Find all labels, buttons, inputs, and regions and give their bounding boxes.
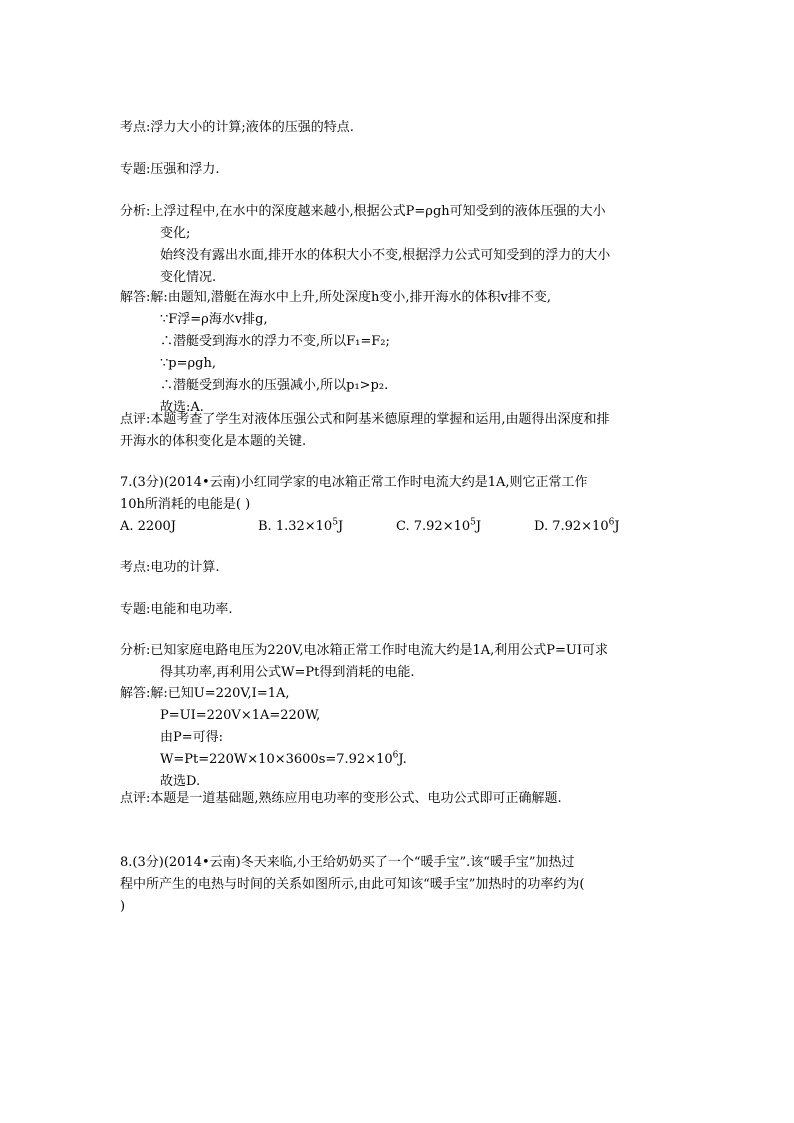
q7-option-c-base: C. 7.92×10: [396, 519, 471, 534]
dianping-section-2: [120, 788, 680, 810]
q8-stem-line-3: ): [120, 899, 126, 914]
kaodian-text: 浮力大小的计算;液体的压强的特点.: [150, 120, 354, 135]
question-7-stem: [120, 472, 680, 516]
q7-option-b-base: B. 1.32×10: [258, 519, 333, 534]
dianping-label: 点评:: [120, 412, 151, 427]
jieda-line-4-unit: J.: [398, 752, 407, 767]
zhuanti-label: 专题:: [120, 602, 151, 617]
q7-option-d-base: D. 7.92×10: [534, 519, 609, 534]
jieda-label: 解答:: [120, 686, 151, 701]
fenxi-line-1: 已知家庭电路电压为220V,电冰箱正常工作时电流大约是1A,利用公式P=UI可求: [150, 643, 608, 658]
q7-option-b-unit: J: [337, 519, 344, 534]
question-8-stem: [120, 852, 680, 918]
jieda-line-6: 故选:A.: [160, 400, 204, 415]
jieda-line-2: ∵F浮=ρ海水v排g,: [160, 312, 268, 327]
fenxi-line-2: 得其功率,再利用公式W=Pt得到消耗的电能.: [160, 665, 415, 680]
q7-option-c-unit: J: [475, 519, 482, 534]
fenxi-section-2: [120, 640, 680, 684]
zhuanti-label: 专题:: [120, 162, 151, 177]
kaodian-text: 电功的计算.: [150, 560, 220, 575]
kaodian-section-1: [120, 117, 680, 139]
dianping-line-1: 本题考查了学生对液体压强公式和阿基米德原理的掌握和运用,由题得出深度和排: [150, 412, 610, 427]
jieda-section-2: [120, 683, 680, 793]
dianping-line-2: 开海水的体积变化是本题的关键.: [120, 434, 307, 449]
fenxi-line-2: 变化;: [160, 226, 191, 241]
jieda-line-4-base: W=Pt=220W×10×3600s=7.92×10: [160, 752, 393, 767]
fenxi-line-4: 变化情况.: [160, 270, 217, 285]
q7-option-d-unit: J: [614, 519, 620, 534]
kaodian-label: 考点:: [120, 120, 151, 135]
dianping-label: 点评:: [120, 791, 151, 806]
q7-option-d-exponent: 6: [608, 517, 615, 528]
jieda-line-3: ∴潜艇受到海水的浮力不变,所以F₁=F₂;: [160, 334, 390, 349]
q7-option-c: [396, 516, 481, 538]
jieda-line-3: 由P=可得:: [160, 730, 224, 745]
jieda-line-5: 故选D.: [160, 774, 201, 789]
zhuanti-section-2: [120, 599, 680, 621]
jieda-line-1: 解:由题知,潜艇在海水中上升,所处深度h变小,排开海水的体积v排不变,: [150, 290, 552, 305]
jieda-line-4-exponent: 6: [392, 750, 399, 761]
q7-option-b-exponent: 5: [332, 517, 338, 528]
fenxi-line-1: 上浮过程中,在水中的深度越来越小,根据公式P=ρgh可知受到的液体压强的大小: [150, 204, 606, 219]
fenxi-label: 分析:: [120, 204, 151, 219]
q7-stem-line-1: 7.(3分)(2014•云南)小红同学家的电冰箱正常工作时电流大约是1A,则它正常工作: [120, 475, 588, 490]
jieda-line-4: [120, 749, 680, 771]
fenxi-line-3: 始终没有露出水面,排开水的体积大小不变,根据浮力公式可知受到的浮力的大小: [160, 248, 611, 263]
q7-option-b: [258, 516, 343, 538]
q7-option-d: [534, 516, 620, 538]
kaodian-section-2: [120, 557, 680, 579]
q8-stem-line-1: 8.(3分)(2014•云南)冬天来临,小王给奶奶买了一个“暖手宝”.该“暖手宝”加热过: [120, 855, 575, 870]
zhuanti-section-1: [120, 159, 680, 181]
fenxi-section-1: [120, 201, 680, 289]
question-7-options: [120, 516, 680, 538]
jieda-line-1: 解:已知U=220V,I=1A,: [150, 686, 290, 701]
jieda-section-1: [120, 287, 680, 419]
jieda-line-5: ∴潜艇受到海水的压强减小,所以p₁>p₂.: [160, 378, 389, 393]
jieda-line-4: ∵p=ρgh,: [160, 356, 216, 371]
jieda-label: 解答:: [120, 290, 151, 305]
fenxi-label: 分析:: [120, 643, 151, 658]
zhuanti-text: 压强和浮力.: [150, 162, 220, 177]
dianping-line-1: 本题是一道基础题,熟练应用电功率的变形公式、电功公式即可正确解题.: [150, 791, 562, 806]
q7-stem-line-2: 10h所消耗的电能是( ): [120, 497, 251, 512]
q8-stem-line-2: 程中所产生的电热与时间的关系如图所示,由此可知该“暖手宝”加热时的功率约为(: [120, 877, 585, 892]
zhuanti-text: 电能和电功率.: [150, 602, 233, 617]
kaodian-label: 考点:: [120, 560, 151, 575]
q7-option-c-exponent: 5: [470, 517, 476, 528]
dianping-section-1: [120, 409, 680, 453]
q7-option-a: A. 2200J: [120, 519, 176, 534]
jieda-line-2: P=UI=220V×1A=220W,: [160, 708, 321, 723]
